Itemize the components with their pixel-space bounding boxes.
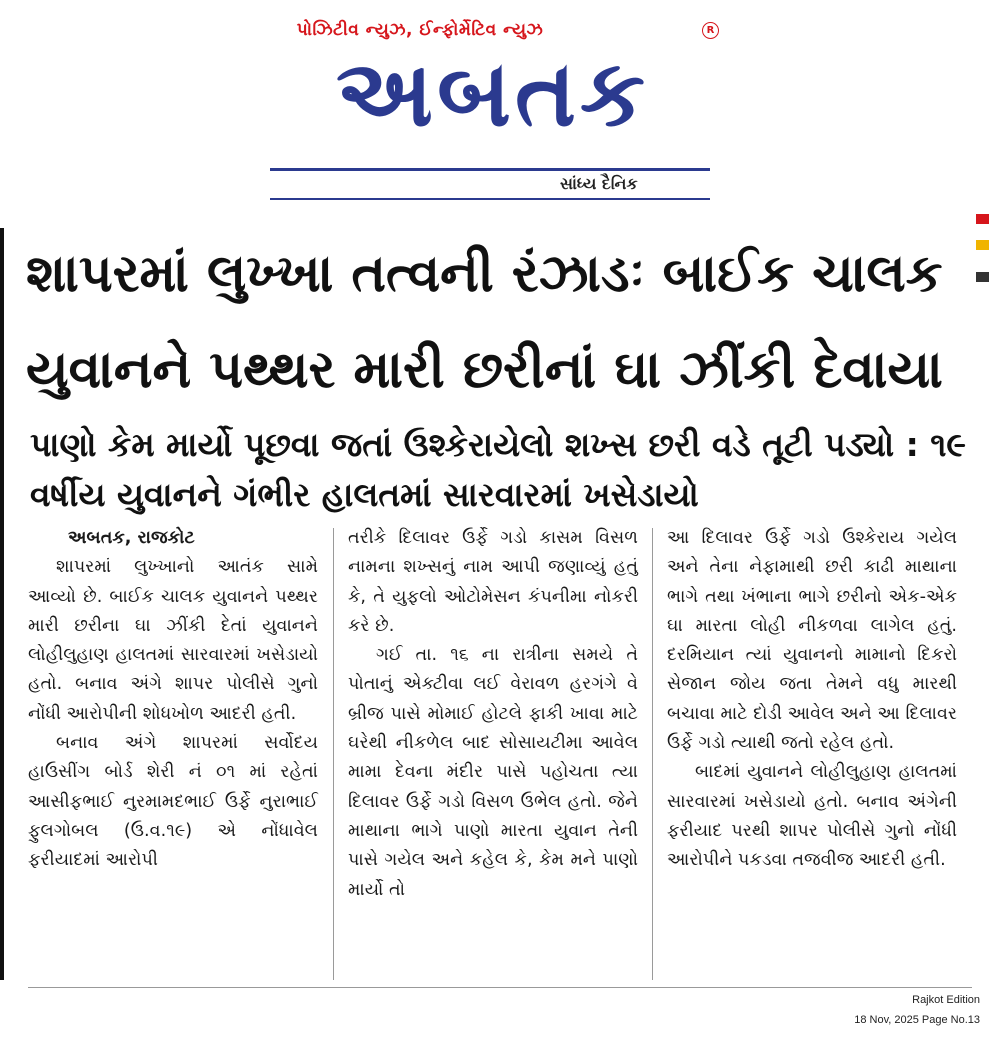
registered-trademark-icon: R xyxy=(702,22,719,39)
article-column-2 xyxy=(348,524,638,905)
article-column-3 xyxy=(667,524,957,876)
footer-divider xyxy=(28,987,972,988)
newspaper-logo: અબતક xyxy=(336,46,649,142)
page-left-border xyxy=(0,228,4,980)
paragraph: આ દિલાવર ઉર્ફે ગડો ઉશ્કેરાય ગયેલ અને તેના નેફામાથી છરી કાઢી માથાના ભાગે તથા ખંભાના ભાગે છરીનો એક-એક ઘા મારતા લોહી નીકળવા લાગેલ હતું. દરમિયાન ત્યાં યુવાનનો મામાનો દિકરો સેજાન જોય જતા તેમને વધુ મારથી બચાવા માટે દોડી આવેલ અને આ દિલાવર ઉર્ફે ગડો ત્યાથી જતો રહેલ હતો. xyxy=(667,528,957,754)
paragraph: શાપરમાં લુખ્ખાનો આતંક સામે આવ્યો છે. બાઈક ચાલક યુવાનને પથ્થર મારી છરીના ઘા ઝીંકી દેતાં યુવાનને લોહીલુહાણ હાલતમાં સારવારમાં ખસેડાયો હતો. બનાવ અંગે શાપર પોલીસે ગુનો નોંધી આરોપીની શોધખોળ આદરી હતી. xyxy=(28,557,318,724)
article-deck: પાણો કેમ માર્યો પૂછવા જતાં ઉશ્કેરાયેલો શખ્સ છરી વડે તૂટી પડ્યો : ૧૯ વર્ષીય યુવાનને ગંભીર હાલતમાં સારવારમાં ખસેડાયો xyxy=(30,425,966,514)
paragraph: બાદમાં યુવાનને લોહીલુહાણ હાલતમાં સારવારમાં ખસેડાયો હતો. બનાવ અંગેની ફરીયાદ પરથી શાપર પોલીસે ગુનો નોંધી આરોપીને પકડવા તજવીજ આદરી હતી. xyxy=(667,762,957,871)
edition-type-label: સાંધ્ય દૈનિક xyxy=(560,174,638,193)
dateline: અબતક, રાજકોટ xyxy=(68,528,195,548)
masthead xyxy=(270,20,720,210)
paragraph: તરીકે દિલાવર ઉર્ફે ગડો કાસમ વિસળ નામના શખ્સનું નામ આપી જણાવ્યું હતું કે, તે યુફલો ઓટોમેસન કંપનીમા નોકરી કરે છે. xyxy=(348,528,638,636)
edition-label: Rajkot Edition xyxy=(912,994,980,1006)
paragraph: ગઈ તા. ૧૬ ના રાત્રીના સમયે તે પોતાનું એક્ટીવા લઈ વેરાવળ હરગંગે વે બ્રીજ પાસે મોમાઈ હોટલે ફાકી ખાવા માટે ઘરેથી નીકળેલ બાદ સોસાયટીમા આવેલ મામા દેવના મંદીર પાસે પહોચતા ત્યા દિલાવર ઉર્ફે ગડો વિસળ ઉભેલ હતો. જેને માથાના ભાગે પાણો મારતા યુવાન તેની પાસે ગયેલ અને કહેલ કે, કેમ મને પાણો માર્યો તો xyxy=(348,645,638,900)
masthead-bottom-rule xyxy=(270,198,710,200)
article-body xyxy=(28,524,968,984)
masthead-tagline: પોઝિટીવ ન્યુઝ, ઈન્ફોર્મેટિવ ન્યુઝ xyxy=(296,20,544,40)
paragraph: બનાવ અંગે શાપરમાં સર્વોદય હાઉસીંગ બોર્ડ શેરી નં ૦૧ માં રહેતાં આસીફભાઈ નુરમામદભાઈ ઉર્ફે નુરાભાઈ ફુલગોબલ (ઉ.વ.૧૯) એ નોંધાવેલ ફરીયાદમાં આરોપી xyxy=(28,733,318,871)
masthead-divider xyxy=(270,168,710,171)
adjacent-article-bleed xyxy=(976,212,989,302)
date-page-label: 18 Nov, 2025 Page No.13 xyxy=(854,1014,980,1026)
column-divider xyxy=(333,528,334,980)
column-divider xyxy=(652,528,653,980)
article-headline: શાપરમાં લુખ્ખા તત્વની રંઝાડઃ બાઈક ચાલક યુવાનને પથ્થર મારી છરીનાં ઘા ઝીંકી દેવાયા xyxy=(26,244,943,400)
article-column-1 xyxy=(28,524,318,876)
